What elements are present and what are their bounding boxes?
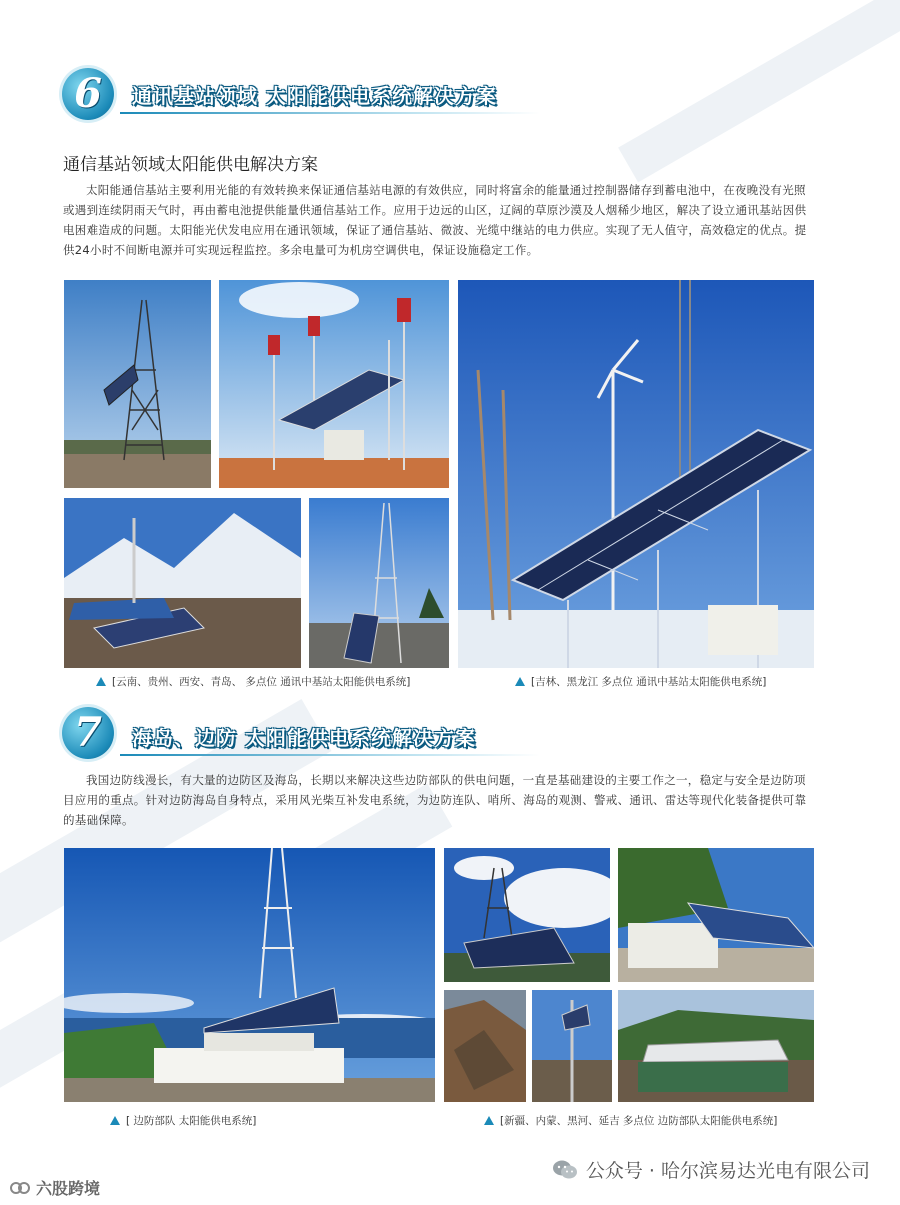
caption-triangle-icon bbox=[96, 677, 106, 686]
page-subtitle: 通信基站领域太阳能供电解决方案 bbox=[63, 155, 318, 175]
section-number: 6 bbox=[74, 70, 102, 117]
wechat-icon bbox=[552, 1159, 578, 1181]
photo-solar-pole bbox=[532, 990, 612, 1102]
section-title-underline bbox=[120, 754, 540, 756]
wechat-account-name: 公众号 · 哈尔滨易达光电有限公司 bbox=[585, 1160, 870, 1182]
section-title: 通讯基站领域 太阳能供电系统解决方案 bbox=[132, 84, 497, 108]
photo-hill-solar-station bbox=[618, 990, 814, 1102]
photo-mountain-rocks bbox=[444, 990, 526, 1102]
photo-tower-solar-panel bbox=[64, 280, 211, 488]
wechat-account-label bbox=[552, 1156, 870, 1183]
section-title-underline bbox=[120, 112, 540, 114]
watermark-text: 六股跨境 bbox=[36, 1179, 101, 1198]
section-number-badge bbox=[62, 68, 114, 120]
section-paragraph: 我国边防线漫长，有大量的边防区及海岛，长期以来解决这些边防部队的供电问题，一直是基础建设的主要工作之一，稳定与安全是边防项目应用的重点。针对边防海岛自身特点，采用风光柴互补发电系统，为边防连队、哨所、海岛的观测、警戒、通讯、雷达等现代化装备提供可靠的基础保障。 bbox=[63, 773, 807, 827]
section-number-badge bbox=[62, 707, 114, 759]
caption-right bbox=[484, 1113, 777, 1128]
background-stripe bbox=[618, 0, 900, 182]
caption-triangle-icon bbox=[515, 677, 525, 686]
caption-text: [ 边防部队 太阳能供电系统] bbox=[126, 1115, 257, 1127]
photo-wind-solar-hybrid bbox=[219, 280, 449, 488]
photo-border-tower-clouds bbox=[444, 848, 610, 982]
caption-right bbox=[515, 674, 766, 689]
section-number: 7 bbox=[74, 709, 102, 756]
caption-left bbox=[96, 674, 410, 689]
photo-container-solar-array bbox=[618, 848, 814, 982]
section-title: 海岛、边防 太阳能供电系统解决方案 bbox=[132, 726, 476, 750]
caption-left bbox=[110, 1113, 256, 1128]
photo-snow-mountain-station bbox=[64, 498, 301, 668]
section-paragraph: 太阳能通信基站主要利用光能的有效转换来保证通信基站电源的有效供应，同时将富余的能量通过控制器储存到蓄电池中，在夜晚没有光照或遇到连续阴雨天气时，再由蓄电池提供能量供通信基站工作。应用于边远的山区，辽阔的草原沙漠及人烟稀少地区，解决了设立通讯基站因供电困难造成的问题。太阳能光伏发电应用在通讯领域，保证了通信基站、微波、光缆中继站的电力供应。实现了无人值守，高效稳定的优点。提供24小时不间断电源并可实现远程监控。多余电量可为机房空调供电，保证设施稳定工作。 bbox=[63, 183, 807, 257]
photo-border-station-sea bbox=[64, 848, 435, 1102]
photo-wind-turbine-solar-array bbox=[458, 280, 814, 668]
caption-text: [新疆、内蒙、黑河、延吉 多点位 边防部队太阳能供电系统] bbox=[500, 1115, 778, 1127]
caption-text: [吉林、黑龙江 多点位 通讯中基站太阳能供电系统] bbox=[531, 676, 767, 688]
watermark-icon bbox=[10, 1180, 30, 1196]
caption-triangle-icon bbox=[484, 1116, 494, 1125]
photo-tower-solar-station bbox=[309, 498, 449, 668]
caption-triangle-icon bbox=[110, 1116, 120, 1125]
caption-text: [云南、贵州、西安、青岛、 多点位 通讯中基站太阳能供电系统] bbox=[112, 676, 411, 688]
watermark bbox=[10, 1176, 100, 1199]
